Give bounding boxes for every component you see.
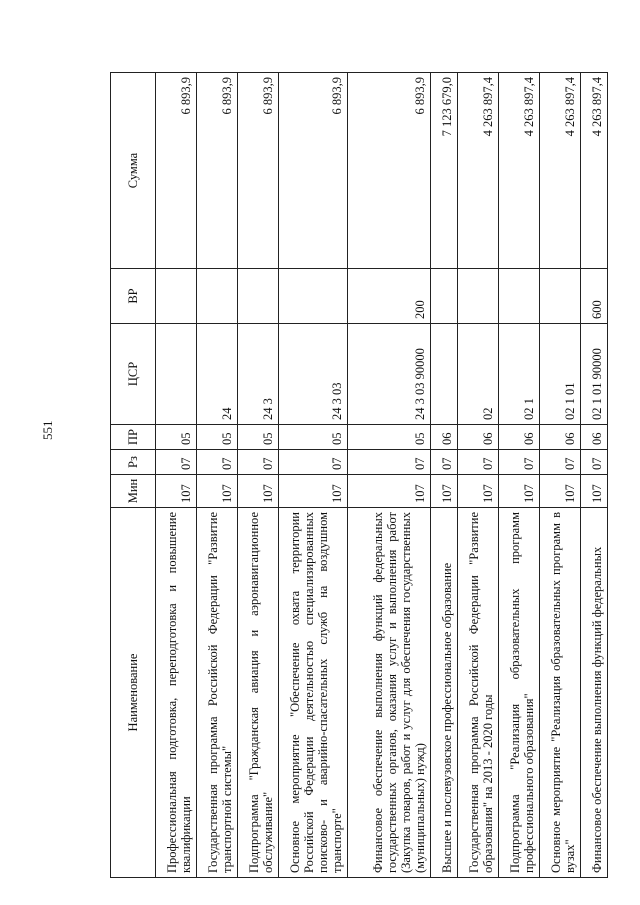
row-pr: 05 [279,425,348,450]
row-pr: 05 [156,425,197,450]
row-csr: 02 1 01 90000 [581,324,608,425]
row-rz: 07 [431,450,458,475]
table-row [540,73,581,878]
row-sum: 6 893,9 [238,73,279,269]
row-vr: 600 [581,269,608,324]
row-vr [458,269,499,324]
row-min: 107 [238,475,279,508]
row-vr [431,269,458,324]
header-pr: ПР [111,425,156,450]
row-vr [197,269,238,324]
row-min: 107 [431,475,458,508]
row-vr [540,269,581,324]
row-vr [279,269,348,324]
table-row [348,73,431,878]
row-pr: 06 [540,425,581,450]
row-sum: 7 123 679,0 [431,73,458,269]
row-name: Финансовое обеспечение выполнения функций федеральных государственных органов, оказания услуг и выполнения работ (Закупка товаров, работ и услуг для обеспечения государственных (муниципальных) нужд) [348,508,431,878]
row-pr: 06 [581,425,608,450]
row-csr [431,324,458,425]
row-pr: 05 [348,425,431,450]
row-csr: 24 3 [238,324,279,425]
page-number: 551 [40,420,55,440]
table-row [197,73,238,878]
table-row [458,73,499,878]
row-csr: 24 3 03 [279,324,348,425]
row-csr: 24 3 03 90000 [348,324,431,425]
row-min: 107 [279,475,348,508]
row-name: Высшее и послевузовское профессиональное образование [431,508,458,878]
row-csr: 02 1 01 [540,324,581,425]
row-name: Государственная программа Российской Федерации "Развитие транспортной системы" [197,508,238,878]
row-rz: 07 [197,450,238,475]
row-sum: 6 893,9 [156,73,197,269]
header-vr: ВР [111,269,156,324]
table-header-row [111,73,156,878]
rotated-page [110,73,603,878]
row-name: Основное мероприятие "Обеспечение охвата территории Российской Федерации деятельностью специализированных поисково- и аварийно-спасательных служб на воздушном транспорте" [279,508,348,878]
row-min: 107 [458,475,499,508]
row-sum: 4 263 897,4 [581,73,608,269]
row-rz: 07 [238,450,279,475]
table-row [581,73,608,878]
row-sum: 6 893,9 [279,73,348,269]
row-csr: 24 [197,324,238,425]
row-vr [238,269,279,324]
row-rz: 07 [499,450,540,475]
row-sum: 6 893,9 [348,73,431,269]
row-min: 107 [499,475,540,508]
row-csr: 02 1 [499,324,540,425]
table-row [431,73,458,878]
row-pr: 06 [499,425,540,450]
header-min: Мин [111,475,156,508]
table-row [238,73,279,878]
row-rz: 07 [279,450,348,475]
row-min: 107 [540,475,581,508]
row-sum: 4 263 897,4 [499,73,540,269]
row-rz: 07 [348,450,431,475]
row-csr: 02 [458,324,499,425]
header-sum: Сумма [111,73,156,269]
header-csr: ЦСР [111,324,156,425]
row-rz: 07 [540,450,581,475]
row-pr: 06 [458,425,499,450]
header-rz: Рз [111,450,156,475]
table-row [499,73,540,878]
row-name: Финансовое обеспечение выполнения функций федеральных [581,508,608,878]
row-name: Подпрограмма "Реализация образовательных программ профессионального образования" [499,508,540,878]
table-row [279,73,348,878]
row-sum: 4 263 897,4 [458,73,499,269]
row-pr: 05 [238,425,279,450]
row-rz: 07 [458,450,499,475]
row-pr: 06 [431,425,458,450]
row-min: 107 [156,475,197,508]
row-name: Государственная программа Российской Федерации "Развитие образования" на 2013 - 2020 годы [458,508,499,878]
row-rz: 07 [581,450,608,475]
row-min: 107 [348,475,431,508]
row-min: 107 [581,475,608,508]
row-name: Основное мероприятие "Реализация образовательных программ в вузах" [540,508,581,878]
row-rz: 07 [156,450,197,475]
row-vr: 200 [348,269,431,324]
row-name: Подпрограмма "Гражданская авиация и аэронавигационное обслуживание" [238,508,279,878]
row-vr [499,269,540,324]
row-name: Профессиональная подготовка, переподготовка и повышение квалификации [156,508,197,878]
header-name: Наименование [111,508,156,878]
row-vr [156,269,197,324]
row-sum: 4 263 897,4 [540,73,581,269]
table-row [156,73,197,878]
row-csr [156,324,197,425]
row-sum: 6 893,9 [197,73,238,269]
budget-table [110,72,608,878]
row-min: 107 [197,475,238,508]
row-pr: 05 [197,425,238,450]
